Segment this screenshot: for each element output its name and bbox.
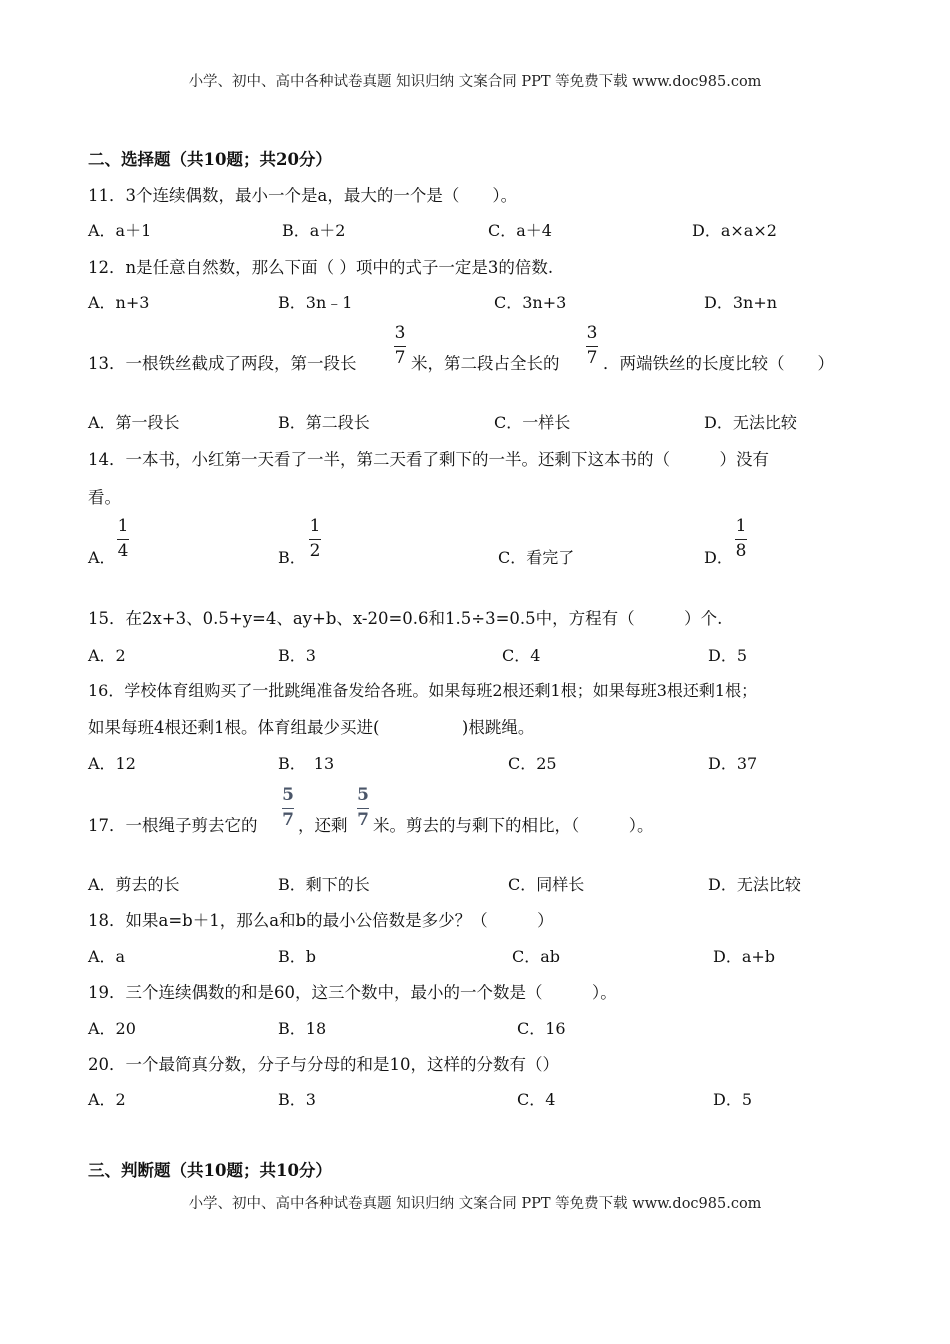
- fraction-bar: [117, 539, 129, 540]
- q18-option-a[interactable]: A．a: [88, 947, 126, 966]
- q12-option-b[interactable]: B．3n﹣1: [278, 293, 353, 312]
- q14-option-a[interactable]: [88, 545, 116, 568]
- section-title-choice: 二、选择题（共10题；共20分）: [88, 150, 332, 169]
- q17-option-c[interactable]: C．同样长: [508, 875, 585, 894]
- q14-option-a-numerator: 1: [117, 516, 129, 536]
- question-13-part3: ．两端铁丝的长度比较（ ）: [603, 354, 834, 373]
- q13-option-c[interactable]: C．一样长: [494, 413, 571, 432]
- fraction-bar: [282, 808, 294, 809]
- question-17-part3: 米。剪去的与剩下的相比，（ ）。: [373, 816, 654, 835]
- question-19: 19．三个连续偶数的和是60，这三个数中，最小的一个数是（ ）。: [88, 983, 617, 1002]
- q17-fraction-1: [282, 787, 294, 829]
- q14-option-d-numerator: 1: [735, 516, 747, 536]
- q11-option-b[interactable]: B．a＋2: [282, 221, 346, 240]
- q14-option-d-fraction: [735, 518, 747, 560]
- q17-option-a[interactable]: A．剪去的长: [88, 875, 180, 894]
- q14-option-a-prefix: A．: [88, 548, 116, 567]
- q14-option-d-prefix: D．: [704, 548, 733, 567]
- q12-option-a[interactable]: A．n+3: [88, 293, 150, 312]
- question-13-part2: 米，第二段占全长的: [411, 354, 560, 373]
- q13-option-d[interactable]: D．无法比较: [704, 413, 797, 432]
- q13-fraction-2-denominator: 7: [586, 348, 598, 369]
- q14-option-b-prefix: B．: [278, 548, 306, 567]
- q17-fraction-2-numerator: 5: [357, 785, 369, 805]
- q11-option-a[interactable]: A．a＋1: [88, 221, 152, 240]
- q17-fraction-2: [357, 787, 369, 829]
- q14-option-c[interactable]: C．看完了: [498, 548, 575, 567]
- q16-option-d[interactable]: D．37: [708, 754, 758, 773]
- q16-option-c[interactable]: C．25: [508, 754, 557, 773]
- q16-option-b[interactable]: B． 13: [278, 754, 335, 773]
- fraction-bar: [309, 539, 321, 540]
- question-12: 12．n是任意自然数，那么下面（ ）项中的式子一定是3的倍数.: [88, 258, 554, 277]
- q17-option-b[interactable]: B．剩下的长: [278, 875, 370, 894]
- question-13-part1: 13．一根铁丝截成了两段，第一段长: [88, 354, 357, 373]
- q13-fraction-1-denominator: 7: [394, 348, 406, 369]
- fraction-bar: [586, 346, 598, 347]
- question-14-line2: 看。: [88, 488, 121, 507]
- q13-fraction-2: [586, 325, 598, 367]
- q14-option-a-denominator: 4: [117, 541, 129, 562]
- q18-option-b[interactable]: B．b: [278, 947, 317, 966]
- question-15: 15．在2x+3、0.5+y=4、ay+b、x-20=0.6和1.5÷3=0.5中，方程有（ ）个.: [88, 609, 723, 628]
- fraction-bar: [357, 808, 369, 809]
- question-16-line2: 如果每班4根还剩1根。体育组最少买进( )根跳绳。: [88, 718, 535, 737]
- q19-option-c[interactable]: C．16: [517, 1019, 566, 1038]
- q15-option-a[interactable]: A．2: [88, 646, 126, 665]
- q20-option-c[interactable]: C．4: [517, 1090, 556, 1109]
- page-footer: 小学、初中、高中各种试卷真题 知识归纳 文案合同 PPT 等免费下载 www.doc985.com: [188, 1196, 762, 1212]
- q16-option-a[interactable]: A．12: [88, 754, 136, 773]
- question-18: 18．如果a=b＋1，那么a和b的最小公倍数是多少？（ ）: [88, 911, 554, 930]
- q14-option-d[interactable]: [704, 545, 733, 568]
- question-11: 11．3个连续偶数，最小一个是a，最大的一个是（ ）。: [88, 186, 518, 205]
- q17-fraction-1-numerator: 5: [282, 785, 294, 805]
- q14-option-b-denominator: 2: [309, 541, 321, 562]
- q20-option-a[interactable]: A．2: [88, 1090, 126, 1109]
- q15-option-d[interactable]: D．5: [708, 646, 748, 665]
- q13-fraction-2-numerator: 3: [586, 323, 598, 343]
- q13-option-b[interactable]: B．第二段长: [278, 413, 370, 432]
- q19-option-b[interactable]: B．18: [278, 1019, 327, 1038]
- question-14-line1: 14．一本书，小红第一天看了一半，第二天看了剩下的一半。还剩下这本书的（ ）没有: [88, 450, 769, 469]
- q12-option-c[interactable]: C．3n+3: [494, 293, 567, 312]
- question-20: 20．一个最简真分数，分子与分母的和是10，这样的分数有（）: [88, 1055, 559, 1074]
- section-title-judgement: 三、判断题（共10题；共10分）: [88, 1161, 332, 1180]
- q11-option-c[interactable]: C．a＋4: [488, 221, 552, 240]
- q15-option-b[interactable]: B．3: [278, 646, 316, 665]
- q20-option-b[interactable]: B．3: [278, 1090, 316, 1109]
- q14-option-a-fraction: [117, 518, 129, 560]
- question-16-line1: 16．学校体育组购买了一批跳绳准备发给各班。如果每班2根还剩1根；如果每班3根还剩1根；: [88, 681, 758, 700]
- q14-option-b-numerator: 1: [309, 516, 321, 536]
- q14-option-b-fraction: [309, 518, 321, 560]
- q18-option-c[interactable]: C．ab: [512, 947, 561, 966]
- fraction-bar: [394, 346, 406, 347]
- q17-fraction-1-denominator: 7: [282, 810, 294, 831]
- q13-option-a[interactable]: A．第一段长: [88, 413, 180, 432]
- q13-fraction-1: [394, 325, 406, 367]
- q19-option-a[interactable]: A．20: [88, 1019, 136, 1038]
- q14-option-b[interactable]: [278, 545, 306, 568]
- fraction-bar: [735, 539, 747, 540]
- q13-fraction-1-numerator: 3: [394, 323, 406, 343]
- page-header: 小学、初中、高中各种试卷真题 知识归纳 文案合同 PPT 等免费下载 www.doc985.com: [188, 74, 762, 90]
- q18-option-d[interactable]: D．a+b: [713, 947, 776, 966]
- q17-option-d[interactable]: D．无法比较: [708, 875, 801, 894]
- q14-option-d-denominator: 8: [735, 541, 747, 562]
- q20-option-d[interactable]: D．5: [713, 1090, 753, 1109]
- question-17-part1: 17．一根绳子剪去它的: [88, 816, 258, 835]
- q12-option-d[interactable]: D．3n+n: [704, 293, 778, 312]
- q17-fraction-2-denominator: 7: [357, 810, 369, 831]
- q11-option-d[interactable]: D．a×a×2: [692, 221, 777, 240]
- question-17-part2: ，还剩: [298, 816, 348, 835]
- q15-option-c[interactable]: C．4: [502, 646, 541, 665]
